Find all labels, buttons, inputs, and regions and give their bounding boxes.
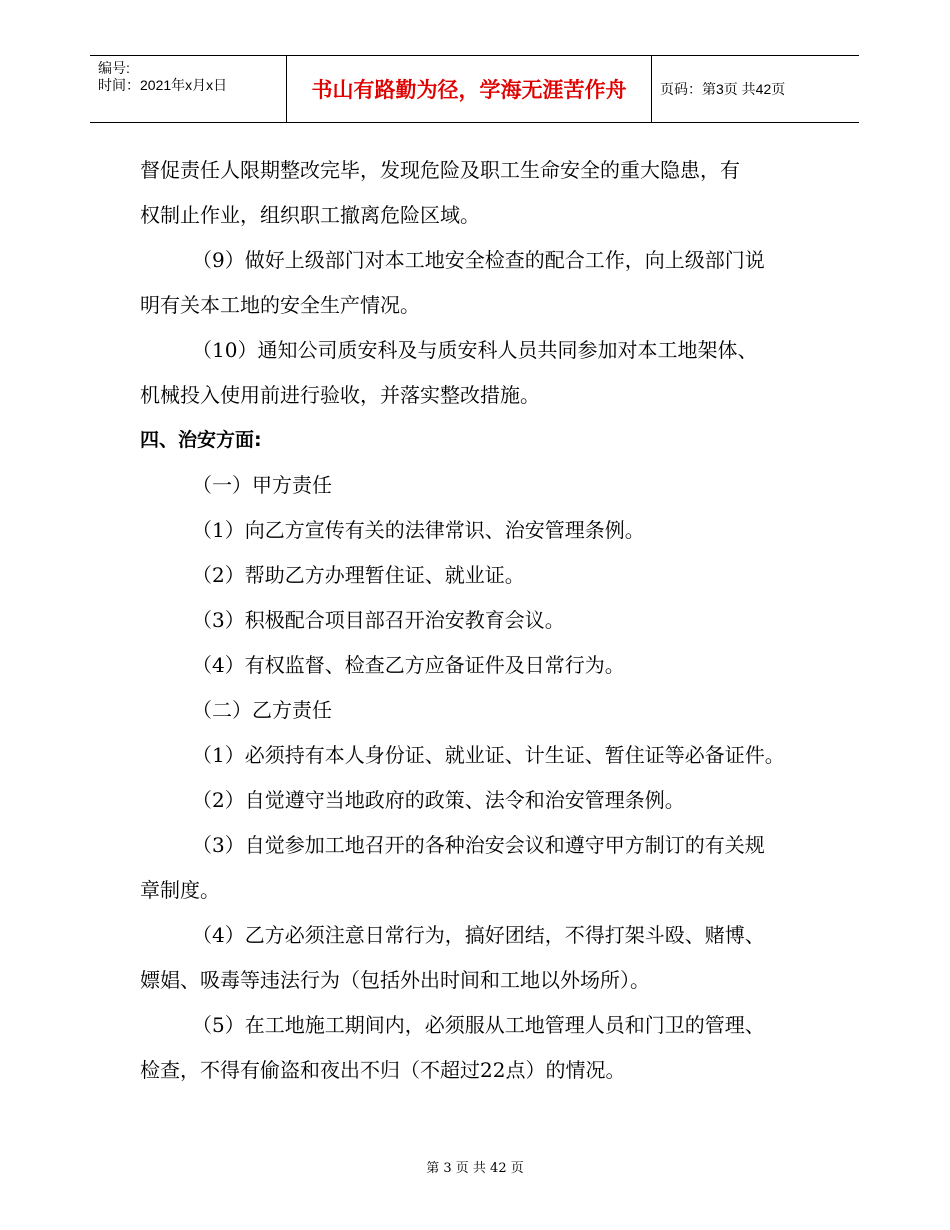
paragraph-line: （3）自觉参加工地召开的各种治安会议和遵守甲方制订的有关规 bbox=[192, 833, 765, 857]
paragraph-line: 嫖娼、吸毒等违法行为（包括外出时间和工地以外场所）。 bbox=[140, 968, 650, 992]
paragraph-line: （3）积极配合项目部召开治安教育会议。 bbox=[192, 608, 565, 632]
paragraph-line: （10）通知公司质安科及与质安科人员共同参加对本工地架体、 bbox=[192, 338, 758, 362]
header-meta bbox=[98, 60, 284, 94]
paragraph-line: （2）帮助乙方办理暂住证、就业证。 bbox=[192, 563, 525, 587]
paragraph-line: （2）自觉遵守当地政府的政策、法令和治安管理条例。 bbox=[192, 788, 685, 812]
paragraph-line: 机械投入使用前进行验收，并落实整改措施。 bbox=[140, 383, 540, 407]
paragraph-line: 章制度。 bbox=[140, 878, 220, 902]
paragraph-line: （4）有权监督、检查乙方应备证件及日常行为。 bbox=[192, 653, 625, 677]
paragraph-line: 权制止作业，组织职工撤离危险区域。 bbox=[140, 203, 480, 227]
paragraph-line: （5）在工地施工期间内，必须服从工地管理人员和门卫的管理、 bbox=[192, 1013, 765, 1037]
header-motto: 书山有路勤为径，学海无涯苦作舟 bbox=[286, 56, 652, 122]
subsection-heading: （一）甲方责任 bbox=[192, 473, 332, 497]
document-number-label: 编号: bbox=[98, 60, 130, 76]
subsection-heading: （二）乙方责任 bbox=[192, 698, 332, 722]
paragraph-line: 检查，不得有偷盗和夜出不归（不超过22点）的情况。 bbox=[140, 1058, 626, 1082]
paragraph-line: 督促责任人限期整改完毕，发现危险及职工生命安全的重大隐患，有 bbox=[140, 158, 740, 182]
page-footer: 第 3 页 共 42 页 bbox=[426, 1161, 524, 1176]
paragraph-line: （9）做好上级部门对本工地安全检查的配合工作，向上级部门说 bbox=[192, 248, 765, 272]
document-time: 时间：2021年x月x日 bbox=[98, 77, 228, 93]
document-body bbox=[140, 148, 820, 1093]
header-page-number: 页码：第3页 共42页 bbox=[660, 81, 786, 97]
section-heading: 四、治安方面: bbox=[140, 429, 262, 451]
paragraph-line: （4）乙方必须注意日常行为，搞好团结，不得打架斗殴、赌博、 bbox=[192, 923, 765, 947]
paragraph-line: （1）向乙方宣传有关的法律常识、治安管理条例。 bbox=[192, 518, 645, 542]
paragraph-line: 明有关本工地的安全生产情况。 bbox=[140, 293, 420, 317]
page-header bbox=[90, 55, 859, 123]
paragraph-line: （1）必须持有本人身份证、就业证、计生证、暂住证等必备证件。 bbox=[192, 743, 785, 767]
